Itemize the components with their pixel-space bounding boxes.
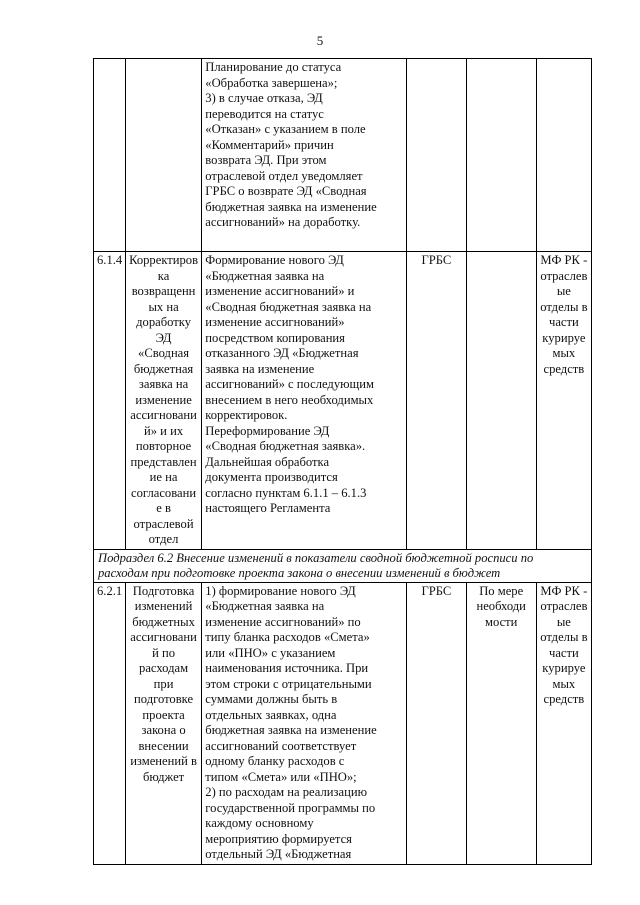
text-line: е в bbox=[156, 501, 171, 515]
text-line: курируе bbox=[542, 330, 586, 345]
text-line: отделы в bbox=[540, 299, 588, 314]
text-line: посредством копирования bbox=[205, 330, 345, 345]
text-line: переводится на статус bbox=[205, 106, 324, 121]
continuation-control-cell bbox=[536, 59, 591, 252]
text-line: «Комментарий» причин bbox=[205, 137, 334, 152]
table-row-6-1-4 bbox=[94, 252, 592, 550]
text-line: наименования источника. При bbox=[205, 661, 369, 675]
text-line: типом «Смета» или «ПНО»; bbox=[205, 769, 357, 784]
text-line: внесении bbox=[138, 738, 189, 753]
text-line: ассигнований соответствует bbox=[205, 738, 357, 753]
page-number: 5 bbox=[316, 33, 324, 48]
text-line: отраслевой отдел уведомляет bbox=[205, 168, 363, 183]
text-line: 3) в случае отказа, ЭД bbox=[205, 91, 323, 105]
text-line: мых bbox=[552, 346, 576, 360]
text-line: изменение ассигнований» и bbox=[205, 284, 355, 298]
row-number: 6.2.1 bbox=[94, 582, 126, 864]
row-term bbox=[466, 252, 536, 550]
text-line: необходи bbox=[476, 599, 526, 613]
text-line: ГРБС о возврате ЭД «Сводная bbox=[205, 184, 367, 198]
text-line: ассигновани bbox=[130, 630, 197, 644]
text-line: отделы в bbox=[540, 630, 588, 644]
text-line: расходам при подготовке проекта закона о внесении изменений в бюджет bbox=[98, 565, 501, 580]
text-line: части bbox=[548, 645, 579, 660]
text-line: корректировок. bbox=[205, 408, 288, 422]
section-heading-row bbox=[94, 549, 592, 582]
text-line: повторное bbox=[135, 439, 192, 453]
text-line: «Сводная бюджетная заявка». bbox=[205, 439, 366, 453]
text-line: «Сводная bbox=[138, 346, 190, 360]
text-line: представлен bbox=[130, 454, 197, 469]
text-line: По мере bbox=[479, 583, 524, 598]
row-description bbox=[202, 252, 407, 550]
text-line: заявка на изменение bbox=[205, 361, 315, 376]
text-line: суммами должны быть в bbox=[205, 692, 338, 706]
text-line: Корректиров bbox=[129, 253, 199, 267]
text-line: части bbox=[548, 315, 579, 329]
row-description bbox=[202, 582, 407, 864]
text-line: бюджетных bbox=[132, 614, 195, 629]
text-line: Подраздел 6.2 Внесение изменений в показатели сводной бюджетной росписи по bbox=[98, 550, 534, 565]
text-line: ЭД bbox=[155, 330, 172, 345]
table-row-6-2-1 bbox=[94, 582, 592, 864]
text-line: возврата ЭД. При этом bbox=[205, 153, 327, 167]
text-line: отдельный ЭД «Бюджетная bbox=[205, 847, 352, 861]
text-line: отдел bbox=[148, 532, 179, 546]
text-line: бюджетная заявка на изменение bbox=[205, 199, 377, 214]
text-line: курируе bbox=[542, 661, 586, 675]
text-line: ых на bbox=[148, 299, 179, 314]
text-line: возвращенн bbox=[131, 284, 196, 298]
text-line: изменение ассигнований» bbox=[205, 315, 345, 329]
continuation-executor-cell bbox=[407, 59, 466, 252]
text-line: «Сводная бюджетная заявка на bbox=[205, 299, 372, 314]
text-line: мероприятию формируется bbox=[205, 831, 352, 846]
text-line: закона о bbox=[141, 723, 186, 737]
row-name bbox=[125, 252, 201, 550]
text-line: подготовке bbox=[134, 692, 194, 706]
text-line: изменение bbox=[135, 392, 192, 407]
continuation-row bbox=[94, 59, 592, 252]
text-line: этом строки с отрицательными bbox=[205, 676, 372, 691]
text-line: согласно пунктам 6.1.1 – 6.1.3 bbox=[205, 485, 367, 500]
text-line: проекта bbox=[142, 707, 185, 722]
section-heading bbox=[94, 549, 592, 582]
text-line: ые bbox=[556, 284, 571, 298]
text-line: 2) по расходам на реализацию bbox=[205, 785, 367, 799]
text-line: МФ РК - bbox=[540, 253, 588, 267]
text-line: ие на bbox=[149, 470, 178, 484]
text-line: типу бланка расходов «Смета» bbox=[205, 630, 370, 644]
text-line: Планирование до статуса bbox=[205, 60, 342, 74]
text-line: отраслев bbox=[540, 268, 588, 283]
text-line: мых bbox=[552, 676, 576, 691]
text-line: 1) формирование нового ЭД bbox=[205, 583, 356, 598]
text-line: средств bbox=[543, 361, 585, 376]
text-line: расходам bbox=[139, 661, 189, 675]
text-line: внесением в него необходимых bbox=[205, 392, 374, 407]
text-line: Формирование нового ЭД bbox=[205, 253, 344, 267]
text-line: одному бланку расходов с bbox=[205, 754, 345, 768]
continuation-number-cell bbox=[94, 59, 126, 252]
text-line: «Обработка завершена»; bbox=[205, 75, 338, 90]
text-line: настоящего Регламента bbox=[205, 501, 331, 515]
text-line: Подготовка bbox=[132, 583, 195, 598]
row-executor: ГРБС bbox=[407, 252, 466, 550]
text-line: бюджетная bbox=[133, 361, 194, 376]
row-control bbox=[536, 582, 591, 864]
text-line: «Бюджетная заявка на bbox=[205, 268, 325, 283]
text-line: изменений bbox=[134, 599, 193, 613]
text-line: бюджет bbox=[142, 769, 185, 784]
text-line: или «ПНО» с указанием bbox=[205, 645, 336, 660]
text-line: отраслевой bbox=[133, 516, 194, 531]
text-line: ка bbox=[157, 268, 170, 283]
text-line: «Отказан» с указанием в поле bbox=[205, 122, 366, 136]
row-number: 6.1.4 bbox=[94, 252, 126, 550]
text-line: мости bbox=[484, 614, 518, 629]
text-line: «Бюджетная заявка на bbox=[205, 599, 325, 613]
text-line: ассигнований» на доработку. bbox=[205, 215, 361, 229]
text-line: документа производится bbox=[205, 470, 338, 484]
text-line: средств bbox=[543, 692, 585, 706]
text-line: Переформирование ЭД bbox=[205, 423, 330, 438]
text-line: МФ РК - bbox=[540, 583, 588, 598]
row-name bbox=[125, 582, 201, 864]
text-line: бюджетная заявка на изменение bbox=[205, 723, 377, 737]
text-line: Дальнейшая обработка bbox=[205, 454, 330, 469]
text-line: отказанного ЭД «Бюджетная bbox=[205, 346, 359, 360]
row-term bbox=[466, 582, 536, 864]
continuation-description-cell bbox=[202, 59, 407, 252]
text-line: при bbox=[153, 676, 174, 691]
text-line: изменений в bbox=[130, 754, 197, 768]
text-line: доработку bbox=[136, 315, 191, 329]
text-line: ые bbox=[556, 614, 571, 629]
text-line: й по bbox=[152, 645, 176, 660]
text-line: отдельных заявках, одна bbox=[205, 707, 337, 722]
continuation-name-cell bbox=[125, 59, 201, 252]
regulation-table bbox=[93, 58, 592, 865]
row-control bbox=[536, 252, 591, 550]
text-line: отраслев bbox=[540, 599, 588, 613]
text-line: ассигнований» с последующим bbox=[205, 377, 374, 391]
row-executor: ГРБС bbox=[407, 582, 466, 864]
text-line: государственной программы по bbox=[205, 800, 376, 815]
text-line: каждому основному bbox=[205, 816, 314, 830]
text-line: й» и их bbox=[144, 423, 184, 438]
text-line: ассигновани bbox=[130, 408, 197, 422]
continuation-term-cell bbox=[466, 59, 536, 252]
text-line: согласовани bbox=[131, 485, 197, 500]
text-line: заявка на bbox=[138, 377, 189, 391]
text-line: изменение ассигнований» по bbox=[205, 614, 361, 629]
